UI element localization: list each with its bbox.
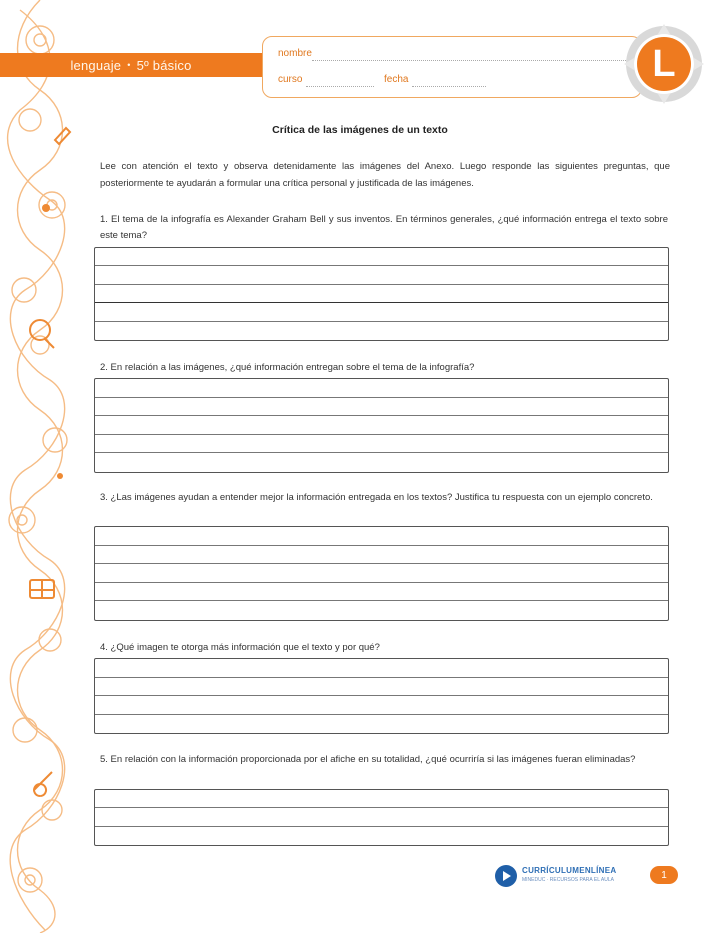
curriculum-logo-icon	[494, 864, 518, 888]
course-field[interactable]	[306, 86, 374, 87]
answer-box-2[interactable]	[94, 378, 669, 473]
date-field[interactable]	[412, 86, 486, 87]
name-label: nombre	[278, 48, 312, 59]
subject-badge-icon	[624, 24, 704, 104]
subject-band	[0, 53, 262, 77]
decorative-swirl-border	[0, 0, 80, 933]
grade-label: 5º básico	[136, 57, 192, 73]
name-field[interactable]	[312, 60, 628, 61]
page-number: 1	[650, 866, 678, 884]
footer-brand-sub: MINEDUC · RECURSOS PARA EL AULA	[522, 877, 614, 883]
subject-separator: •	[127, 60, 131, 70]
student-info-box	[262, 36, 642, 98]
answer-box-5[interactable]	[94, 789, 669, 846]
subject-label: lenguaje	[70, 57, 122, 73]
question-4: 4. ¿Qué imagen te otorga más información que el texto y por qué?	[100, 642, 380, 653]
answer-box-4[interactable]	[94, 658, 669, 734]
question-1: 1. El tema de la infografía es Alexander Graham Bell y sus inventos. En términos generales, ¿qué información entrega el texto sobre este tema?	[100, 214, 668, 241]
question-3: 3. ¿Las imágenes ayudan a entender mejor la información entregada en los textos? Justifica tu respuesta con un ejemplo concreto.	[100, 492, 653, 503]
badge-letter: L	[652, 42, 676, 85]
answer-box-3[interactable]	[94, 526, 669, 621]
question-2: 2. En relación a las imágenes, ¿qué información entregan sobre el tema de la infografía?	[100, 362, 475, 373]
date-label: fecha	[384, 74, 409, 85]
footer-brand: CURRÍCULUMENLÍNEA	[522, 866, 617, 875]
course-label: curso	[278, 74, 303, 85]
question-5: 5. En relación con la información proporcionada por el afiche en su totalidad, ¿qué ocurriría si las imágenes fueran eliminadas?	[100, 754, 636, 765]
answer-box-1[interactable]	[94, 247, 669, 341]
instructions: Lee con atención el texto y observa detenidamente las imágenes del Anexo. Luego responde las siguientes preguntas, que posteriormente te ayudarán a formular una crítica personal y justificada de las imágenes.	[100, 161, 670, 189]
worksheet-title: Crítica de las imágenes de un texto	[272, 124, 448, 136]
